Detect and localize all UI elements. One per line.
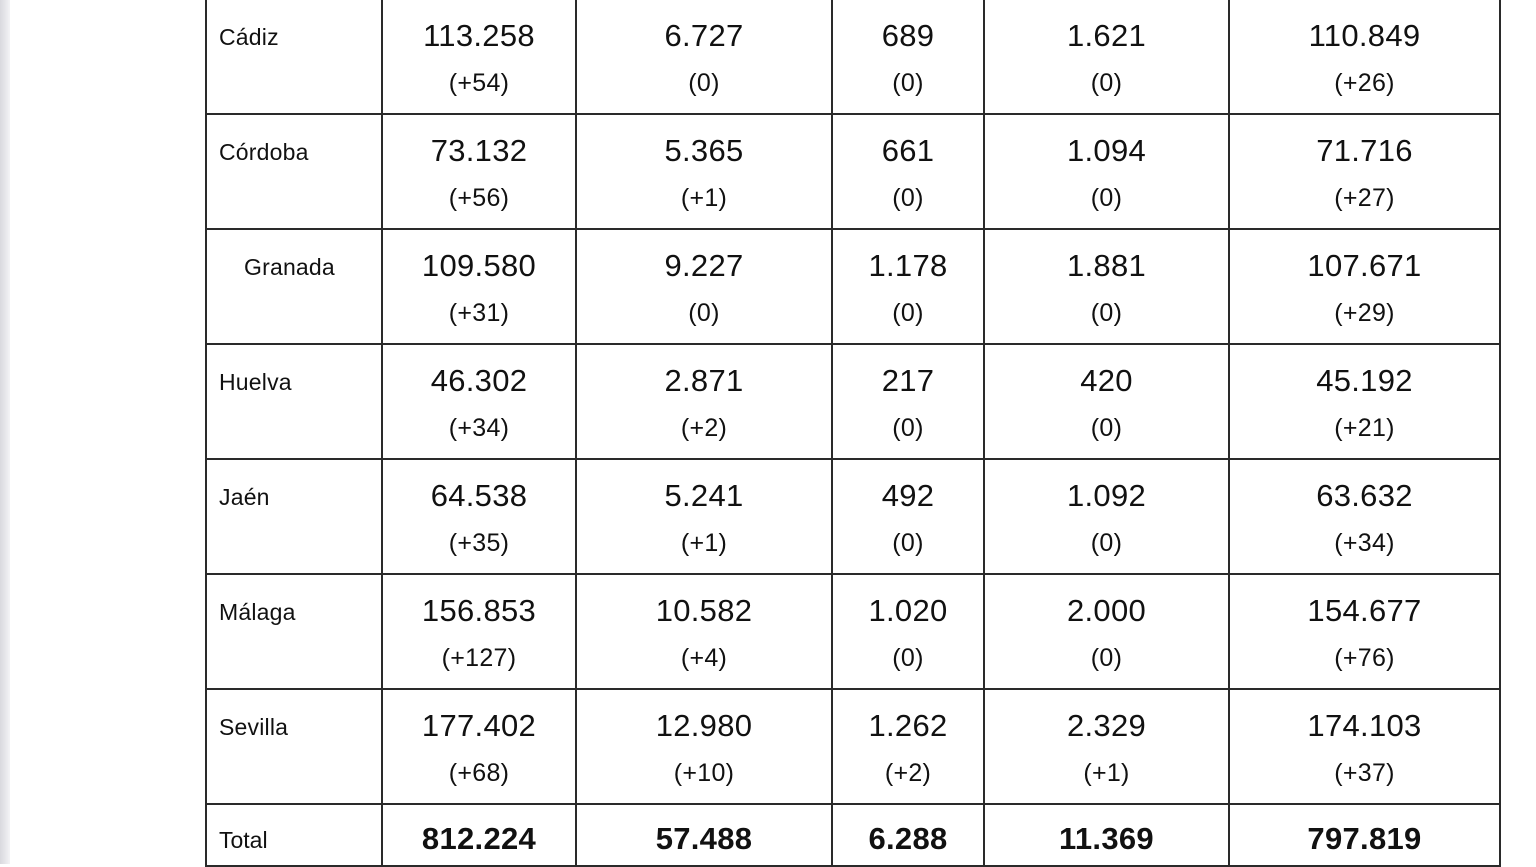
delta-value: (0) <box>892 414 924 442</box>
value-cell <box>832 459 984 574</box>
province-name: Granada <box>244 254 335 280</box>
main-value: 110.849 <box>1308 18 1421 53</box>
total-label-cell <box>206 804 382 866</box>
main-value: 64.538 <box>430 478 528 513</box>
value-cell <box>984 574 1229 689</box>
table-row <box>206 459 1500 574</box>
main-value: 5.241 <box>664 478 744 513</box>
delta-value: (+4) <box>680 644 728 672</box>
main-value: 1.178 <box>868 248 948 283</box>
value-cell <box>576 229 832 344</box>
main-value: 217 <box>881 363 935 398</box>
value-cell <box>832 574 984 689</box>
province-name: Huelva <box>219 369 292 395</box>
value-cell <box>984 0 1229 114</box>
province-cell <box>206 0 382 114</box>
province-cell <box>206 459 382 574</box>
delta-value: (+34) <box>448 414 510 442</box>
main-value: 5.365 <box>664 133 744 168</box>
value-cell <box>984 689 1229 804</box>
main-value: 2.871 <box>664 363 744 398</box>
value-cell <box>1229 574 1500 689</box>
delta-value: (0) <box>892 69 924 97</box>
table-row <box>206 344 1500 459</box>
province-name: Jaén <box>219 484 270 510</box>
delta-value: (0) <box>1090 414 1123 442</box>
main-value: 156.853 <box>421 593 537 628</box>
delta-value: (+31) <box>448 299 510 327</box>
delta-value: (+127) <box>441 644 517 672</box>
value-cell <box>832 229 984 344</box>
delta-value: (+37) <box>1334 759 1395 787</box>
main-value: 113.258 <box>423 18 535 53</box>
value-cell <box>576 574 832 689</box>
main-value: 420 <box>1080 363 1133 398</box>
main-value: 1.020 <box>868 593 948 628</box>
main-value: 1.262 <box>868 708 948 743</box>
delta-value: (+21) <box>1334 414 1395 442</box>
main-value: 2.000 <box>1066 593 1147 628</box>
delta-value: (0) <box>1090 299 1123 327</box>
main-value: 1.621 <box>1066 18 1147 53</box>
total-value-cell <box>984 804 1229 866</box>
province-cell <box>206 689 382 804</box>
delta-value: (0) <box>892 529 924 557</box>
main-value: 46.302 <box>430 363 528 398</box>
delta-value: (+29) <box>1334 299 1395 327</box>
value-cell <box>382 459 576 574</box>
value-cell <box>576 0 832 114</box>
delta-value: (+1) <box>1083 759 1130 787</box>
delta-value: (0) <box>1090 644 1123 672</box>
value-cell <box>576 689 832 804</box>
main-value: 9.227 <box>664 248 744 283</box>
delta-value: (+1) <box>680 529 728 557</box>
value-cell <box>576 344 832 459</box>
main-value: 6.727 <box>664 18 744 53</box>
main-value: 2.329 <box>1066 708 1147 743</box>
delta-value: (+2) <box>884 759 932 787</box>
delta-value: (0) <box>1090 529 1123 557</box>
delta-value: (0) <box>892 299 924 327</box>
value-cell <box>1229 344 1500 459</box>
value-cell <box>832 344 984 459</box>
main-value: 109.580 <box>421 248 537 283</box>
value-cell <box>576 459 832 574</box>
delta-value: (0) <box>688 69 720 97</box>
total-value-cell <box>1229 804 1500 866</box>
province-name: Málaga <box>219 599 296 625</box>
value-cell <box>832 0 984 114</box>
value-cell <box>1229 229 1500 344</box>
main-value: 1.092 <box>1066 478 1147 513</box>
main-value: 154.677 <box>1307 593 1422 628</box>
value-cell <box>832 114 984 229</box>
province-cell <box>206 574 382 689</box>
total-value: 6.288 <box>868 821 948 856</box>
value-cell <box>382 229 576 344</box>
delta-value: (0) <box>1090 69 1123 97</box>
value-cell <box>984 114 1229 229</box>
total-value: 11.369 <box>1059 821 1154 856</box>
value-cell <box>984 229 1229 344</box>
value-cell <box>382 0 576 114</box>
value-cell <box>382 689 576 804</box>
delta-value: (+27) <box>1334 184 1395 212</box>
province-cell <box>206 344 382 459</box>
delta-value: (+35) <box>448 529 510 557</box>
value-cell <box>1229 114 1500 229</box>
value-cell <box>984 459 1229 574</box>
province-name: Cádiz <box>219 24 279 50</box>
table-row <box>206 689 1500 804</box>
delta-value: (+56) <box>448 184 510 212</box>
value-cell <box>382 114 576 229</box>
delta-value: (+54) <box>448 69 510 97</box>
delta-value: (+34) <box>1334 529 1395 557</box>
province-name: Córdoba <box>219 139 309 165</box>
value-cell <box>984 344 1229 459</box>
province-cell <box>206 229 382 344</box>
total-row <box>206 804 1500 866</box>
main-value: 10.582 <box>655 593 753 628</box>
total-value-cell <box>576 804 832 866</box>
table-row <box>206 574 1500 689</box>
main-value: 661 <box>881 133 935 168</box>
province-cell <box>206 114 382 229</box>
main-value: 689 <box>881 18 935 53</box>
main-value: 71.716 <box>1316 133 1413 168</box>
total-label: Total <box>219 827 268 853</box>
value-cell <box>1229 459 1500 574</box>
provinces-table <box>205 0 1501 867</box>
value-cell <box>1229 0 1500 114</box>
table-row <box>206 229 1500 344</box>
main-value: 73.132 <box>430 133 528 168</box>
value-cell <box>1229 689 1500 804</box>
value-cell <box>382 574 576 689</box>
value-cell <box>576 114 832 229</box>
viewer-left-edge <box>0 0 10 864</box>
total-value: 812.224 <box>421 821 537 856</box>
main-value: 1.881 <box>1066 248 1147 283</box>
total-value-cell <box>832 804 984 866</box>
main-value: 177.402 <box>421 708 537 743</box>
main-value: 63.632 <box>1316 478 1413 513</box>
main-value: 45.192 <box>1316 363 1413 398</box>
delta-value: (0) <box>892 184 924 212</box>
total-value: 797.819 <box>1307 821 1422 856</box>
delta-value: (+10) <box>673 759 735 787</box>
delta-value: (+68) <box>448 759 510 787</box>
delta-value: (0) <box>892 644 924 672</box>
value-cell <box>382 344 576 459</box>
main-value: 107.671 <box>1307 248 1422 283</box>
delta-value: (+26) <box>1334 69 1395 97</box>
delta-value: (0) <box>1090 184 1123 212</box>
delta-value: (+76) <box>1334 644 1395 672</box>
total-value-cell <box>382 804 576 866</box>
main-value: 492 <box>881 478 935 513</box>
main-value: 1.094 <box>1066 133 1147 168</box>
main-value: 174.103 <box>1307 708 1422 743</box>
table-row <box>206 114 1500 229</box>
main-value: 12.980 <box>655 708 753 743</box>
delta-value: (+2) <box>680 414 728 442</box>
delta-value: (+1) <box>680 184 728 212</box>
total-value: 57.488 <box>655 821 753 856</box>
value-cell <box>832 689 984 804</box>
table-row <box>206 0 1500 114</box>
delta-value: (0) <box>688 299 720 327</box>
province-name: Sevilla <box>219 714 289 740</box>
